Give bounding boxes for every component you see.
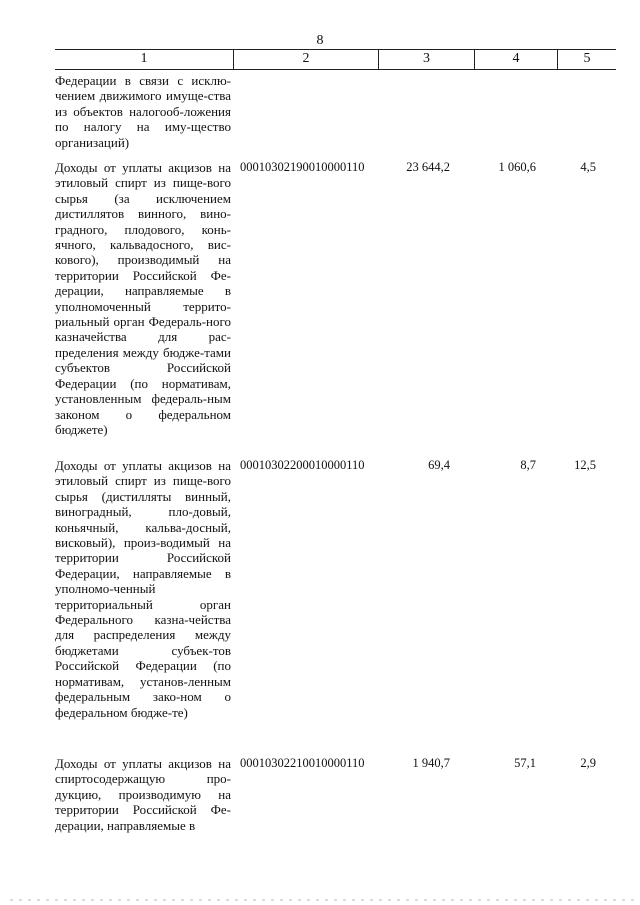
row-description: Доходы от уплаты акцизов на этиловый спирт из пище-вого сырья (за исключением дистиллятов винного, вино-градного, плодового, конь-ячного, кальвадосного, вис-кового), производимый на территории Российской Фе-дерации, направляемые в уполномоченный террито-риальный орган Федераль-ного казначейства для рас-пределения между бюдже-тами субъектов Российской Федерации (по нормативам, установленным федераль-ным законом о федеральном бюджете)	[55, 160, 231, 437]
column-header-5: 5	[583, 51, 591, 66]
column-header-3: 3	[423, 51, 430, 66]
row-code: 00010302190010000110	[240, 160, 365, 174]
column-header-2: 2	[302, 51, 310, 66]
row-value-col3: 23 644,2	[406, 160, 450, 174]
row-value-col4: 57,1	[514, 756, 536, 770]
row-code: 00010302210010000110	[240, 756, 365, 770]
row-description: Доходы от уплаты акцизов на спиртосодержащую про-дукцию, производимую на территории Российской Фе-дерации, направляемые в	[55, 756, 231, 833]
scan-artifact	[10, 899, 635, 901]
row-description: Доходы от уплаты акцизов на этиловый спирт из пище-вого сырья (дистилляты винный, виноградный, пло-довый, коньячный, кальва-досный, висковый), произ-водимый на территории Российской Федерации, направляемые в уполномо-ченный территориальный орган Федерального казна-чейства для распределения между бюджетами субъек-тов Российской Федерации (по нормативам, установ-ленным федеральным зако-ном о федеральном бюдже-те)	[55, 458, 231, 720]
row-value-col3: 1 940,7	[412, 756, 450, 770]
row-value-col3: 69,4	[428, 458, 450, 472]
row-value-col4: 1 060,6	[498, 160, 536, 174]
row-value-col5: 2,9	[580, 756, 596, 770]
column-header-4: 4	[512, 51, 520, 66]
row-value-col5: 12,5	[574, 458, 596, 472]
header-top-rule	[55, 49, 616, 50]
page-number: 8	[316, 33, 324, 48]
row-code: 00010302200010000110	[240, 458, 365, 472]
row-value-col4: 8,7	[520, 458, 536, 472]
row-value-col5: 4,5	[580, 160, 596, 174]
header-bottom-rule	[55, 69, 616, 70]
row-description: Федерации в связи с исклю-чением движимого имуще-ства из объектов налогооб-ложения по налогу на иму-щество организаций)	[55, 73, 231, 150]
column-header-1: 1	[140, 51, 148, 66]
